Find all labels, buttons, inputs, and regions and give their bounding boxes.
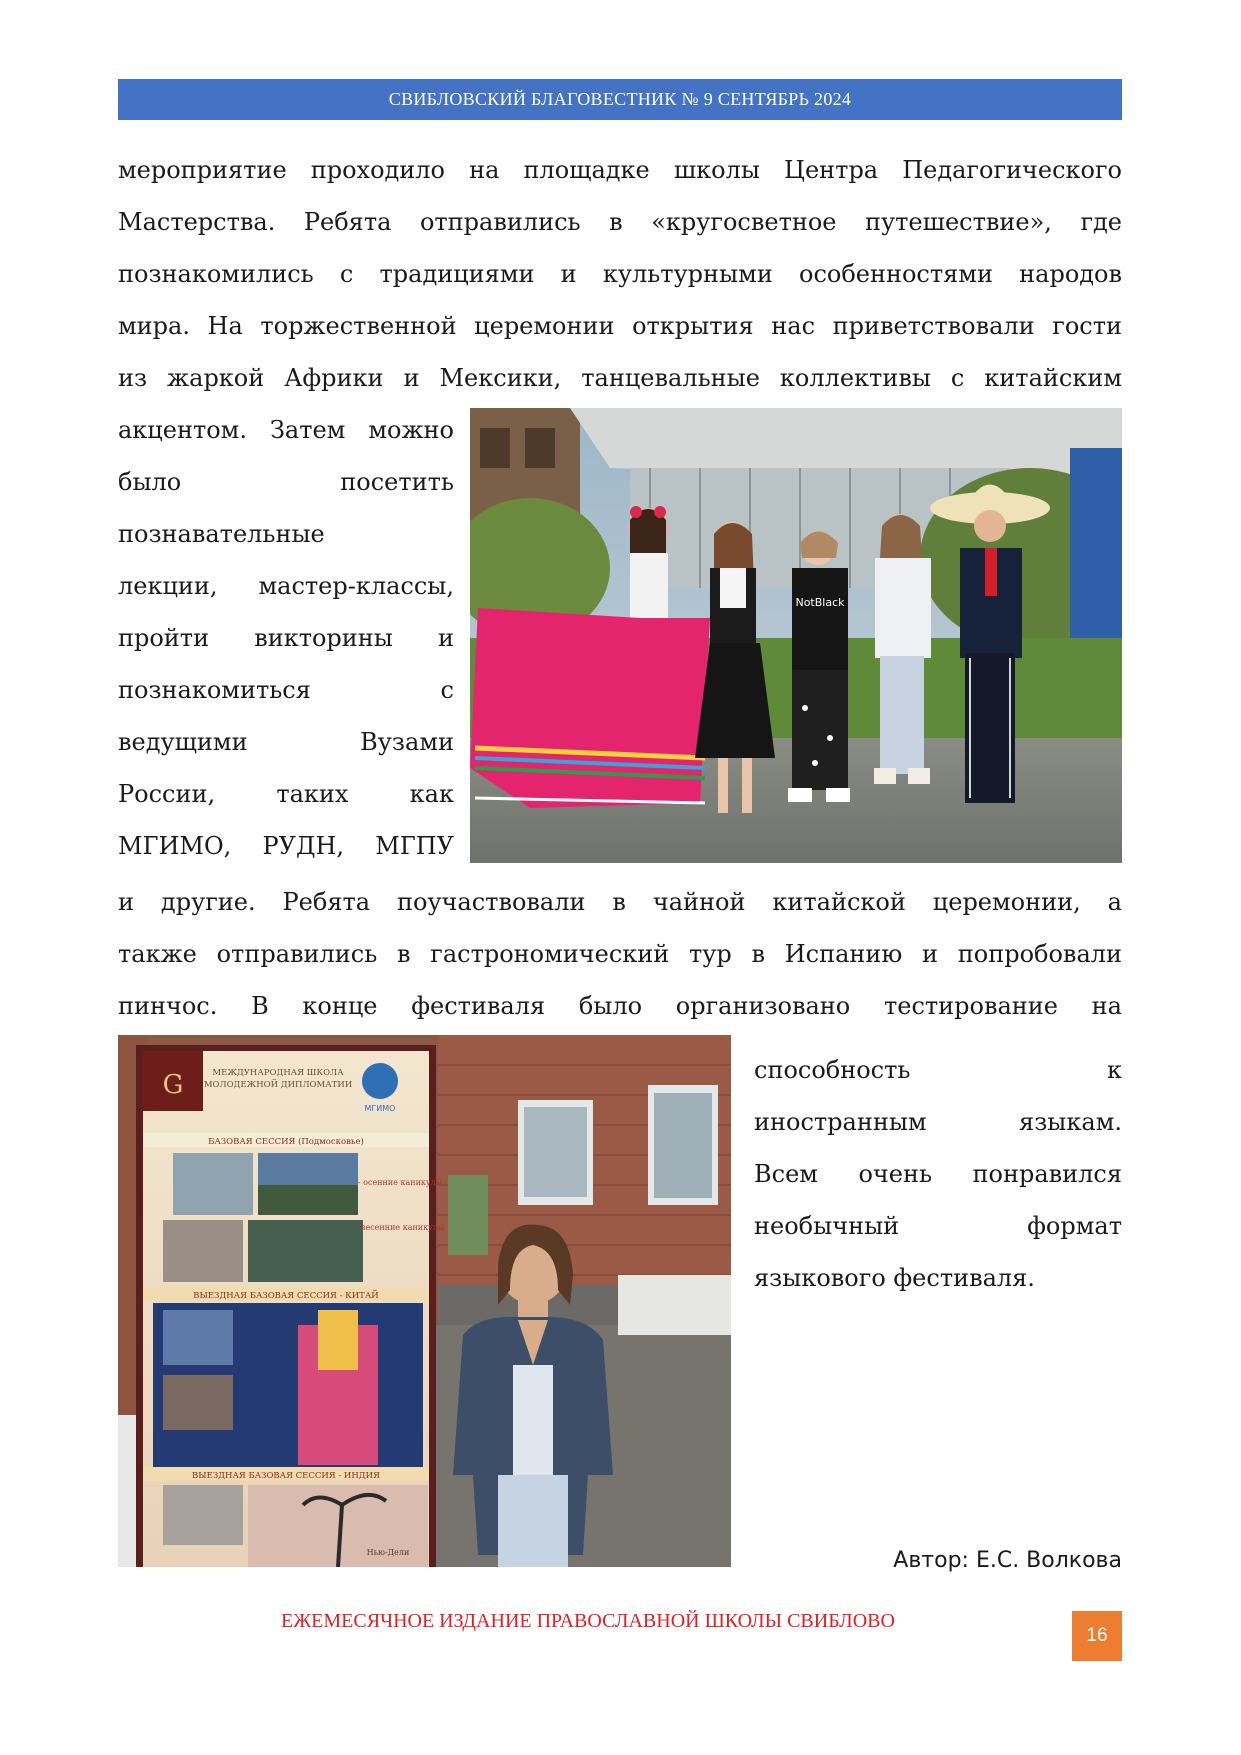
page-number: 16 [1086,1625,1108,1646]
newsletter-title: СВИБЛОВСКИЙ БЛАГОВЕСТНИК № 9 СЕНТЯБРЬ 2024 [388,89,852,109]
svg-text:- осенние каникулы: - осенние каникулы [357,1178,443,1187]
text-line: мира. На торжественной церемонии открытия нас приветствовали гости [118,312,1122,340]
group-costume-photo [470,408,1122,863]
text-line: познавательные [118,520,325,548]
svg-text:G: G [162,1070,184,1100]
text-line: и другие. Ребята поучаствовали в чайной китайской церемонии, а [118,888,1122,916]
text-line: акцентом. Затем можно [118,416,454,444]
text-line: Мастерства. Ребята отправились в «кругосветное путешествие», где [118,208,1122,236]
mgimo-logo-text: МГИМО [364,1104,396,1113]
text-line: также отправились в гастрономический тур в Испанию и попробовали [118,940,1122,968]
svg-text:ВЫЕЗДНАЯ БАЗОВАЯ СЕССИЯ - КИТА: ВЫЕЗДНАЯ БАЗОВАЯ СЕССИЯ - КИТАЙ [193,1291,379,1301]
poster-school-name: МЕЖДУНАРОДНАЯ ШКОЛА [212,1068,344,1078]
article-author: Автор: Е.С. Волкова [893,1548,1122,1573]
text-line: ведущими Вузами [118,728,454,756]
text-line: из жаркой Африки и Мексики, танцевальные коллективы с китайским [118,364,1122,392]
svg-text:Нью-Дели: Нью-Дели [366,1548,410,1557]
svg-text:БАЗОВАЯ СЕССИЯ (Подмосковье): БАЗОВАЯ СЕССИЯ (Подмосковье) [208,1137,364,1147]
poster-photo [118,1035,731,1567]
text-line: иностранным языкам. [754,1108,1122,1136]
text-line: познакомились с традициями и культурными особенностями народов [118,260,1122,288]
article-right-column [754,1044,1122,1304]
newsletter-header [118,79,1122,120]
text-line: России, таких как [118,780,454,808]
svg-text:- весенние каникулы: - весенние каникулы [355,1223,445,1232]
text-line: познакомиться с [118,676,454,704]
text-line: было посетить [118,468,454,496]
text-line: МГИМО, РУДН, МГПУ [118,832,454,860]
text-line: пинчос. В конце фестиваля было организовано тестирование на [118,992,1122,1020]
svg-text:ВЫЕЗДНАЯ БАЗОВАЯ СЕССИЯ - ИНДИ: ВЫЕЗДНАЯ БАЗОВАЯ СЕССИЯ - ИНДИЯ [192,1471,380,1481]
text-line: языкового фестиваля. [754,1264,1035,1292]
article-left-column [118,404,454,872]
text-line: лекции, мастер-классы, [118,572,454,600]
text-line: необычный формат [754,1212,1122,1240]
text-line: пройти викторины и [118,624,454,652]
article-top-text [118,144,1122,404]
text-line: Всем очень понравился [754,1160,1122,1188]
shirt-print: NotBlack [795,596,845,609]
footer-publication-name: ЕЖЕМЕСЯЧНОЕ ИЗДАНИЕ ПРАВОСЛАВНОЙ ШКОЛЫ СВИБЛОВО [281,1610,895,1632]
article-middle-text [118,876,1122,1032]
page-number-badge [1072,1611,1122,1661]
text-line: мероприятие проходило на площадке школы Центра Педагогического [118,156,1122,184]
text-line: способность к [754,1056,1122,1084]
svg-text:МОЛОДЕЖНОЙ ДИПЛОМАТИИ: МОЛОДЕЖНОЙ ДИПЛОМАТИИ [203,1080,353,1090]
